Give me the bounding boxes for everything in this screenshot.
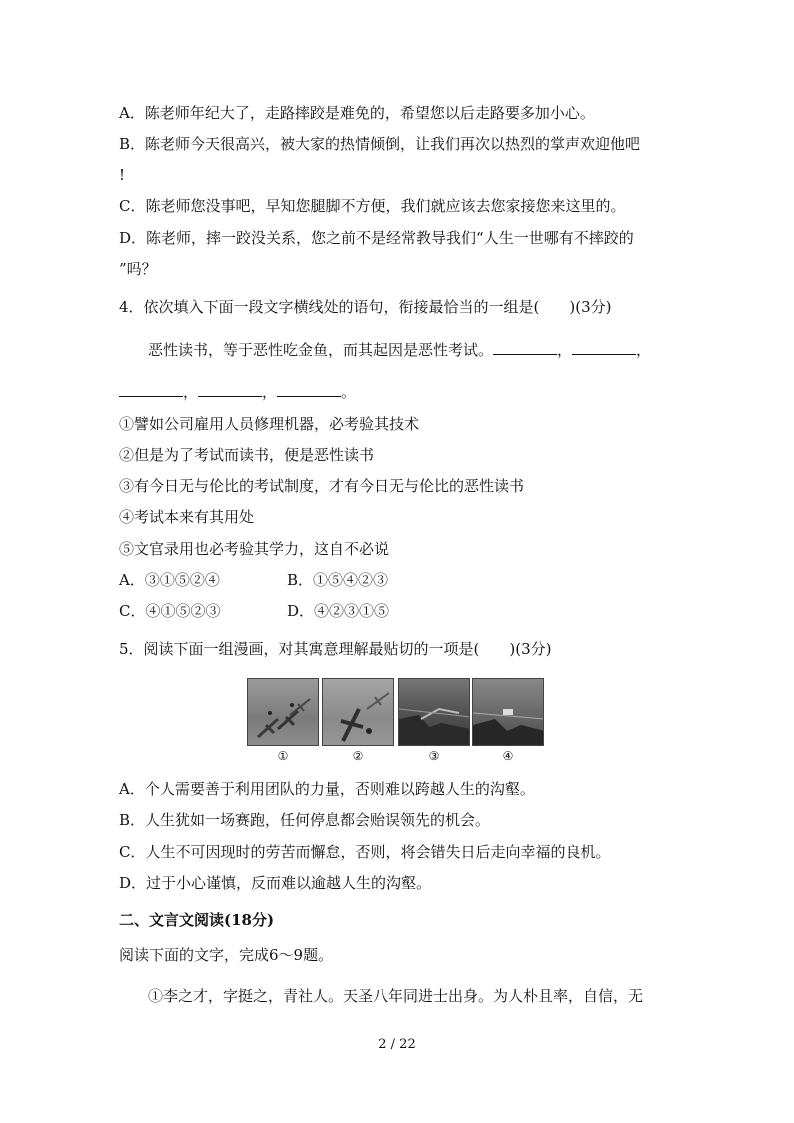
comic-strip (247, 678, 545, 764)
blank-1 (493, 340, 557, 355)
q5-option-b: B．人生犹如一场赛跑，任何停息都会贻误领先的机会。 (119, 811, 491, 829)
section-heading: 二、文言文阅读(18分) (119, 911, 275, 929)
q4-passage-line1 (148, 340, 651, 360)
q4-item-3: ③有今日无与伦比的考试制度，才有今日无与伦比的恶性读书 (119, 477, 525, 495)
cross-resting-image (323, 679, 394, 746)
q4-option-a: A．③①⑤②④ (119, 571, 220, 589)
comic-panel-1 (247, 678, 319, 746)
chasm-blocked-image (473, 679, 544, 746)
blank-3 (119, 382, 183, 397)
blank-4 (198, 382, 262, 397)
q4-stem: 4．依次填入下面一段文字横线处的语句，衔接最恰当的一组是( )(3分) (119, 298, 612, 316)
page-number: 2 / 22 (378, 1037, 416, 1052)
q4-item-1: ①譬如公司雇用人员修理机器，必考验其技术 (119, 415, 420, 433)
chasm-crossing-image (399, 679, 470, 746)
comma: ， (262, 383, 278, 401)
blank-2 (572, 340, 636, 355)
q4-passage-line2 (119, 382, 356, 402)
q5-option-a: A．个人需要善于利用团队的力量，否则难以跨越人生的沟壑。 (119, 780, 535, 798)
q5-option-d: D．过于小心谨慎，反而难以逾越人生的沟壑。 (119, 874, 432, 892)
comic-panel-2 (322, 678, 394, 746)
q5-option-c: C．人生不可因现时的劳苦而懈怠，否则，将会错失日后走向幸福的良机。 (119, 843, 611, 861)
q3-option-b-cont: ! (119, 166, 126, 184)
section-instruction: 阅读下面的文字，完成6～9题。 (119, 946, 334, 964)
q4-option-b: B．①⑤④②③ (287, 571, 389, 589)
q3-option-b: B．陈老师今天很高兴，被大家的热情倾倒，让我们再次以热烈的掌声欢迎他吧 (119, 135, 641, 153)
comic-label-2: ② (352, 749, 364, 763)
comic-label-1: ① (277, 749, 289, 763)
comic-label-4: ④ (502, 749, 514, 763)
q4-passage: 恶性读书，等于恶性吃金鱼，而其起因是恶性考试。 (148, 341, 494, 359)
period: 。 (341, 383, 357, 401)
comma: ， (183, 383, 199, 401)
q3-option-d-cont: ”吗？ (119, 260, 157, 278)
q3-option-a: A．陈老师年纪大了，走路摔跤是难免的，希望您以后走路要多加小心。 (119, 104, 595, 122)
comic-panel-3 (398, 678, 470, 746)
q3-option-c: C．陈老师您没事吧，早知您腿脚不方便，我们就应该去您家接您来这里的。 (119, 197, 626, 215)
comma: ， (557, 341, 573, 359)
blank-5 (277, 382, 341, 397)
q4-item-5: ⑤文官录用也必考验其学力，这自不必说 (119, 540, 390, 558)
comma: ， (636, 341, 652, 359)
comic-label-3: ③ (428, 749, 440, 763)
q4-option-d: D．④②③①⑤ (287, 602, 390, 620)
q4-item-4: ④考试本来有其用处 (119, 508, 255, 526)
q4-option-c: C．④①⑤②③ (119, 602, 221, 620)
q4-item-2: ②但是为了考试而读书，便是恶性读书 (119, 446, 375, 464)
passage-start: ①李之才，字挺之，青社人。天圣八年同进士出身。为人朴且率，自信，无 (148, 987, 644, 1005)
q5-stem: 5．阅读下面一组漫画，对其寓意理解最贴切的一项是( )(3分) (119, 640, 552, 658)
comic-panel-4 (472, 678, 544, 746)
q3-option-d: D．陈老师，摔一跤没关系，您之前不是经常教导我们“人生一世哪有不摔跤的 (119, 229, 634, 247)
crosses-walking-image (248, 679, 319, 746)
